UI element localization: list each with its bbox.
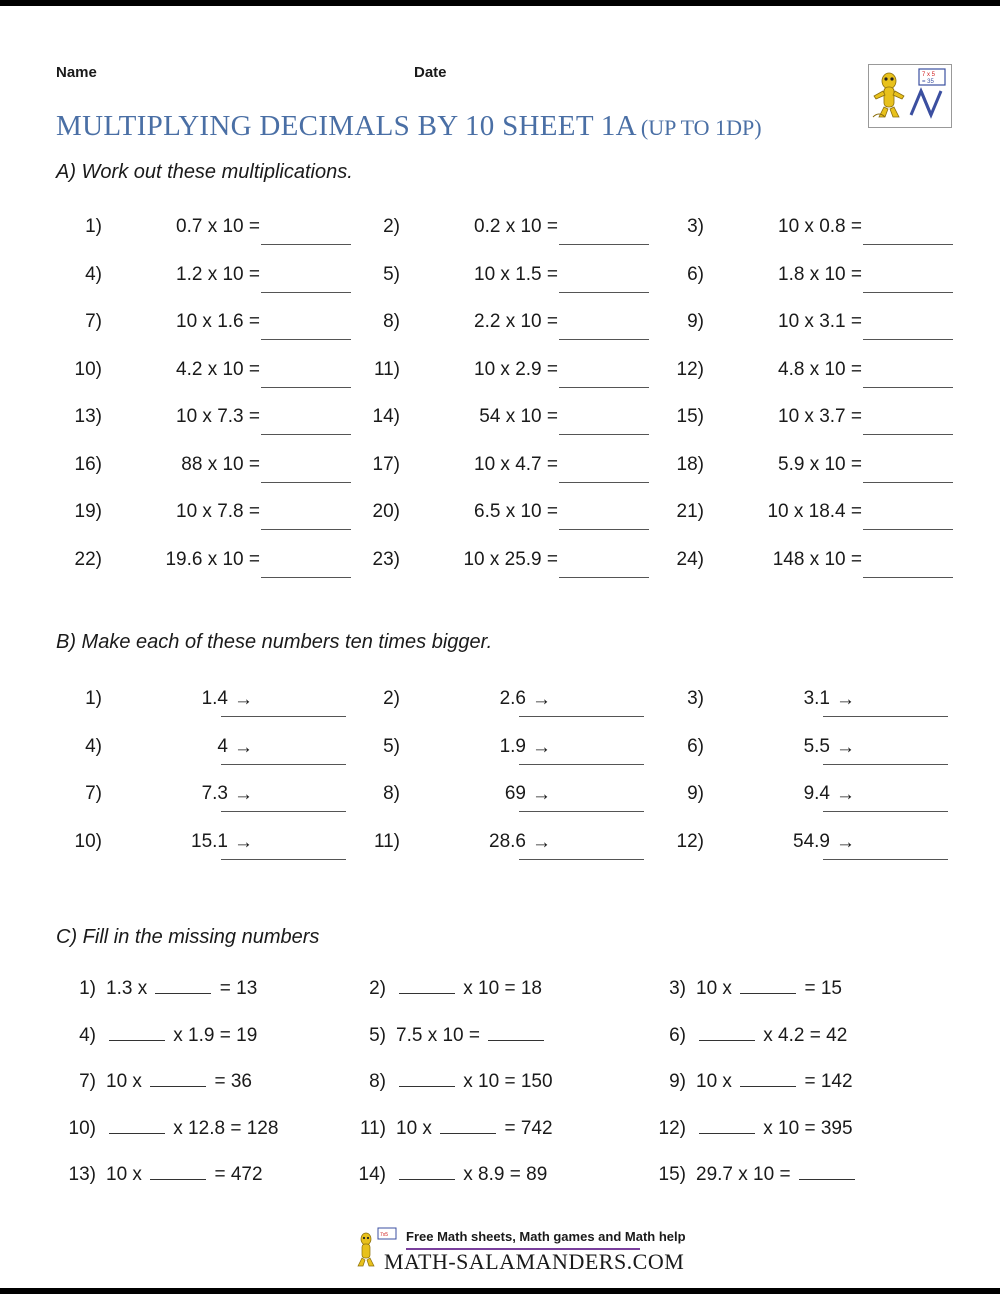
question-expression: 6.5 x 10 = bbox=[474, 501, 558, 522]
question-item bbox=[658, 454, 958, 494]
expression-prefix: 29.7 x 10 = bbox=[696, 1164, 796, 1185]
answer-blank[interactable] bbox=[221, 716, 346, 717]
question-number: 6) bbox=[687, 735, 704, 757]
question-expression bbox=[696, 1164, 858, 1186]
question-expression bbox=[396, 1071, 553, 1093]
question-item bbox=[354, 736, 654, 776]
section-c-heading: C) Fill in the missing numbers bbox=[56, 926, 320, 948]
answer-blank[interactable] bbox=[863, 339, 953, 340]
question-number: 5) bbox=[369, 1024, 386, 1046]
question-item bbox=[658, 783, 958, 823]
section-c-questions bbox=[56, 978, 952, 1208]
question-expression: 5.9 x 10 = bbox=[778, 453, 862, 475]
page-title-main: MULTIPLYING DECIMALS BY 10 SHEET 1A bbox=[56, 110, 637, 142]
question-item bbox=[646, 1118, 946, 1158]
question-number: 3) bbox=[687, 688, 704, 709]
question-number: 15) bbox=[676, 406, 704, 427]
question-expression bbox=[106, 978, 257, 1000]
question-item bbox=[346, 1025, 646, 1065]
question-item bbox=[658, 688, 958, 728]
arrow-right-icon: → bbox=[234, 736, 253, 758]
question-item bbox=[646, 978, 946, 1018]
question-number: 11) bbox=[373, 830, 400, 852]
question-item bbox=[56, 549, 356, 589]
inline-answer-blank[interactable] bbox=[488, 1025, 544, 1041]
question-item bbox=[354, 264, 654, 304]
question-number: 5) bbox=[383, 735, 400, 757]
question-number: 1) bbox=[85, 216, 102, 237]
question-expression bbox=[106, 1071, 252, 1093]
inline-answer-blank[interactable] bbox=[740, 978, 796, 994]
question-expression: 4.2 x 10 = bbox=[176, 358, 260, 380]
question-item bbox=[658, 406, 958, 446]
expression-prefix: 10 x bbox=[106, 1164, 148, 1185]
arrow-right-icon: → bbox=[234, 689, 253, 710]
page-title bbox=[56, 110, 952, 143]
question-item bbox=[646, 1025, 946, 1065]
question-value: 4 bbox=[217, 735, 228, 757]
question-number: 7) bbox=[85, 311, 102, 332]
question-number: 12) bbox=[658, 1117, 686, 1139]
question-expression: 10 x 3.1 = bbox=[778, 311, 862, 332]
question-number: 21) bbox=[676, 501, 704, 522]
question-expression: 10 x 3.7 = bbox=[778, 406, 862, 427]
question-item bbox=[658, 831, 958, 871]
question-item bbox=[658, 736, 958, 776]
section-a-questions bbox=[56, 216, 952, 586]
answer-blank[interactable] bbox=[863, 529, 953, 530]
question-expression: 54 x 10 = bbox=[479, 406, 558, 427]
question-item bbox=[56, 454, 356, 494]
arrow-right-icon: → bbox=[836, 736, 855, 758]
question-item bbox=[56, 688, 356, 728]
expression-suffix: x 10 = 150 bbox=[458, 1071, 553, 1092]
answer-blank[interactable] bbox=[823, 811, 948, 812]
expression-suffix: x 10 = 395 bbox=[758, 1117, 853, 1139]
question-item bbox=[56, 311, 356, 351]
question-item bbox=[658, 216, 958, 256]
question-expression bbox=[106, 1025, 257, 1047]
expression-prefix: 10 x bbox=[696, 1071, 738, 1092]
footer bbox=[56, 1214, 952, 1274]
question-number: 4) bbox=[79, 1024, 96, 1046]
question-item bbox=[56, 736, 356, 776]
answer-blank[interactable] bbox=[559, 387, 649, 388]
arrow-right-icon: → bbox=[234, 784, 253, 805]
arrow-right-icon: → bbox=[836, 689, 855, 710]
question-item bbox=[354, 454, 654, 494]
expression-prefix: 7.5 x 10 = bbox=[396, 1024, 486, 1046]
question-item bbox=[354, 831, 654, 871]
question-value: 1.4 bbox=[201, 688, 228, 709]
question-item bbox=[56, 216, 356, 256]
question-number: 10) bbox=[74, 830, 102, 852]
page-title-sub: (UP TO 1DP) bbox=[640, 115, 762, 140]
inline-answer-blank[interactable] bbox=[155, 978, 211, 994]
question-item bbox=[658, 311, 958, 351]
expression-suffix: x 12.8 = 128 bbox=[168, 1117, 279, 1139]
expression-suffix: x 10 = 18 bbox=[458, 978, 542, 999]
question-expression: 0.7 x 10 = bbox=[176, 216, 260, 237]
question-expression bbox=[396, 1164, 547, 1186]
inline-answer-blank[interactable] bbox=[150, 1164, 206, 1180]
question-item bbox=[658, 264, 958, 304]
question-number: 7) bbox=[79, 1071, 96, 1092]
question-value: 7.3 bbox=[201, 783, 228, 804]
expression-suffix: x 8.9 = 89 bbox=[458, 1164, 548, 1185]
question-item bbox=[56, 1025, 356, 1065]
question-expression bbox=[106, 1118, 278, 1140]
question-item bbox=[354, 688, 654, 728]
question-expression: 10 x 18.4 = bbox=[767, 501, 862, 522]
question-expression: 10 x 7.3 = bbox=[176, 406, 260, 427]
question-item bbox=[56, 978, 356, 1018]
question-value: 15.1 bbox=[191, 830, 228, 852]
question-number: 15) bbox=[658, 1164, 686, 1185]
question-number: 19) bbox=[74, 501, 102, 522]
inline-answer-blank[interactable] bbox=[399, 1071, 455, 1087]
question-number: 3) bbox=[687, 216, 704, 237]
answer-blank[interactable] bbox=[559, 339, 649, 340]
question-number: 13) bbox=[74, 406, 102, 427]
question-number: 24) bbox=[676, 548, 704, 570]
inline-answer-blank[interactable] bbox=[699, 1025, 755, 1041]
question-number: 8) bbox=[369, 1071, 386, 1092]
arrow-right-icon: → bbox=[836, 784, 855, 805]
question-item bbox=[346, 1164, 646, 1204]
inline-answer-blank[interactable] bbox=[799, 1164, 855, 1180]
question-value: 9.4 bbox=[803, 783, 830, 804]
date-label: Date bbox=[414, 64, 447, 81]
question-item bbox=[56, 359, 356, 399]
inline-answer-blank[interactable] bbox=[440, 1118, 496, 1134]
question-number: 11) bbox=[359, 1117, 386, 1139]
inline-answer-blank[interactable] bbox=[699, 1118, 755, 1134]
answer-blank[interactable] bbox=[863, 482, 953, 483]
answer-blank[interactable] bbox=[261, 577, 351, 578]
question-expression: 10 x 1.5 = bbox=[474, 263, 558, 285]
question-expression: 0.2 x 10 = bbox=[474, 216, 558, 237]
question-number: 5) bbox=[383, 263, 400, 285]
question-item bbox=[56, 831, 356, 871]
svg-text:7 x 5: 7 x 5 bbox=[922, 72, 936, 78]
answer-blank[interactable] bbox=[559, 244, 649, 245]
question-number: 11) bbox=[373, 358, 400, 380]
question-number: 8) bbox=[383, 783, 400, 804]
answer-blank[interactable] bbox=[823, 764, 948, 765]
question-expression: 4.8 x 10 = bbox=[778, 358, 862, 380]
expression-suffix: = 15 bbox=[799, 978, 842, 999]
question-number: 4) bbox=[85, 735, 102, 757]
answer-blank[interactable] bbox=[559, 434, 649, 435]
question-number: 2) bbox=[369, 978, 386, 999]
question-item bbox=[354, 406, 654, 446]
question-number: 14) bbox=[372, 406, 400, 427]
svg-text:7x5: 7x5 bbox=[380, 1232, 389, 1238]
question-item bbox=[354, 783, 654, 823]
question-number: 1) bbox=[85, 688, 102, 709]
question-expression bbox=[396, 978, 542, 1000]
question-item bbox=[346, 1071, 646, 1111]
question-item bbox=[56, 406, 356, 446]
answer-blank[interactable] bbox=[221, 811, 346, 812]
question-item bbox=[56, 501, 356, 541]
question-number: 20) bbox=[372, 501, 400, 522]
question-item bbox=[354, 311, 654, 351]
expression-prefix: 1.3 x bbox=[106, 978, 153, 999]
question-expression: 10 x 25.9 = bbox=[463, 548, 558, 570]
question-item bbox=[346, 978, 646, 1018]
question-number: 10) bbox=[68, 1117, 96, 1139]
question-expression: 10 x 2.9 = bbox=[474, 358, 558, 380]
answer-blank[interactable] bbox=[863, 434, 953, 435]
arrow-right-icon: → bbox=[836, 831, 855, 853]
inline-answer-blank[interactable] bbox=[740, 1071, 796, 1087]
question-number: 10) bbox=[74, 358, 102, 380]
question-item bbox=[658, 359, 958, 399]
arrow-right-icon: → bbox=[532, 736, 551, 758]
question-item bbox=[56, 1118, 356, 1158]
question-expression: 88 x 10 = bbox=[181, 453, 260, 475]
question-number: 18) bbox=[676, 453, 704, 475]
question-expression bbox=[696, 1025, 847, 1047]
arrow-right-icon: → bbox=[532, 784, 551, 805]
question-value: 1.9 bbox=[499, 735, 526, 757]
footer-tagline: Free Math sheets, Math games and Math help bbox=[406, 1229, 686, 1244]
question-value: 69 bbox=[504, 783, 526, 804]
question-number: 9) bbox=[669, 1071, 686, 1092]
expression-suffix: x 1.9 = 19 bbox=[168, 1024, 258, 1046]
answer-blank[interactable] bbox=[863, 577, 953, 578]
question-item bbox=[56, 1071, 356, 1111]
inline-answer-blank[interactable] bbox=[109, 1118, 165, 1134]
question-number: 3) bbox=[669, 978, 686, 999]
question-number: 6) bbox=[669, 1024, 686, 1046]
question-item bbox=[658, 549, 958, 589]
section-b-questions bbox=[56, 688, 952, 888]
section-a-heading: A) Work out these multiplications. bbox=[56, 161, 353, 183]
answer-blank[interactable] bbox=[519, 859, 644, 860]
question-expression: 148 x 10 = bbox=[772, 548, 862, 570]
svg-text:= 35: = 35 bbox=[922, 79, 934, 85]
answer-blank[interactable] bbox=[261, 292, 351, 293]
question-number: 7) bbox=[85, 783, 102, 804]
question-item bbox=[56, 783, 356, 823]
question-item bbox=[346, 1118, 646, 1158]
answer-blank[interactable] bbox=[559, 482, 649, 483]
answer-blank[interactable] bbox=[863, 387, 953, 388]
question-item bbox=[56, 264, 356, 304]
answer-blank[interactable] bbox=[519, 811, 644, 812]
question-number: 22) bbox=[74, 548, 102, 570]
question-number: 4) bbox=[85, 263, 102, 285]
question-item bbox=[354, 501, 654, 541]
question-value: 28.6 bbox=[489, 830, 526, 852]
expression-suffix: x 4.2 = 42 bbox=[758, 1024, 848, 1046]
answer-blank[interactable] bbox=[221, 859, 346, 860]
answer-blank[interactable] bbox=[261, 434, 351, 435]
answer-blank[interactable] bbox=[261, 339, 351, 340]
name-label: Name bbox=[56, 64, 97, 81]
answer-blank[interactable] bbox=[823, 716, 948, 717]
question-expression bbox=[696, 978, 842, 1000]
answer-blank[interactable] bbox=[261, 244, 351, 245]
question-number: 13) bbox=[68, 1164, 96, 1185]
question-expression: 10 x 1.6 = bbox=[176, 311, 260, 332]
question-number: 6) bbox=[687, 263, 704, 285]
question-number: 16) bbox=[74, 453, 102, 475]
answer-blank[interactable] bbox=[559, 577, 649, 578]
question-number: 17) bbox=[372, 453, 400, 475]
question-item bbox=[646, 1071, 946, 1111]
question-expression bbox=[106, 1164, 263, 1186]
student-header bbox=[56, 64, 952, 88]
question-expression: 10 x 0.8 = bbox=[778, 216, 862, 237]
question-number: 8) bbox=[383, 311, 400, 332]
section-b-heading: B) Make each of these numbers ten times bigger. bbox=[56, 631, 493, 653]
question-number: 1) bbox=[79, 978, 96, 999]
question-item bbox=[56, 1164, 356, 1204]
question-expression bbox=[696, 1071, 853, 1093]
question-number: 12) bbox=[676, 830, 704, 852]
answer-blank[interactable] bbox=[221, 764, 346, 765]
question-item bbox=[658, 501, 958, 541]
arrow-right-icon: → bbox=[234, 831, 253, 853]
answer-blank[interactable] bbox=[261, 482, 351, 483]
question-value: 54.9 bbox=[793, 830, 830, 852]
answer-blank[interactable] bbox=[863, 292, 953, 293]
expression-suffix: = 13 bbox=[214, 978, 258, 999]
inline-answer-blank[interactable] bbox=[109, 1025, 165, 1041]
expression-suffix: = 36 bbox=[209, 1071, 252, 1092]
expression-suffix: = 472 bbox=[209, 1164, 263, 1185]
question-expression bbox=[396, 1118, 553, 1140]
question-item bbox=[354, 549, 654, 589]
question-number: 2) bbox=[383, 688, 400, 709]
inline-answer-blank[interactable] bbox=[150, 1071, 206, 1087]
question-expression: 1.2 x 10 = bbox=[176, 263, 260, 285]
question-number: 12) bbox=[676, 358, 704, 380]
expression-prefix: 10 x bbox=[106, 1071, 148, 1092]
arrow-right-icon: → bbox=[532, 689, 551, 710]
answer-blank[interactable] bbox=[261, 387, 351, 388]
expression-prefix: 10 x bbox=[696, 978, 738, 999]
question-number: 14) bbox=[358, 1164, 386, 1185]
question-expression: 1.8 x 10 = bbox=[778, 263, 862, 285]
answer-blank[interactable] bbox=[823, 859, 948, 860]
question-expression bbox=[396, 1025, 547, 1047]
answer-blank[interactable] bbox=[519, 764, 644, 765]
question-number: 2) bbox=[383, 216, 400, 237]
question-value: 2.6 bbox=[499, 688, 526, 709]
footer-site: MATH-SALAMANDERS.COM bbox=[384, 1249, 685, 1274]
question-expression: 2.2 x 10 = bbox=[474, 311, 558, 332]
expression-suffix: = 742 bbox=[499, 1117, 553, 1139]
answer-blank[interactable] bbox=[559, 529, 649, 530]
question-item bbox=[646, 1164, 946, 1204]
question-expression: 19.6 x 10 = bbox=[165, 548, 260, 570]
question-expression bbox=[696, 1118, 853, 1140]
question-value: 3.1 bbox=[803, 688, 830, 709]
question-expression: 10 x 4.7 = bbox=[474, 453, 558, 475]
question-item bbox=[354, 359, 654, 399]
question-expression: 10 x 7.8 = bbox=[176, 501, 260, 522]
question-number: 23) bbox=[372, 548, 400, 570]
expression-suffix: = 142 bbox=[799, 1071, 853, 1092]
answer-blank[interactable] bbox=[519, 716, 644, 717]
inline-answer-blank[interactable] bbox=[399, 978, 455, 994]
inline-answer-blank[interactable] bbox=[399, 1164, 455, 1180]
question-number: 9) bbox=[687, 783, 704, 804]
answer-blank[interactable] bbox=[863, 244, 953, 245]
question-value: 5.5 bbox=[803, 735, 830, 757]
arrow-right-icon: → bbox=[532, 831, 551, 853]
answer-blank[interactable] bbox=[261, 529, 351, 530]
question-item bbox=[354, 216, 654, 256]
question-number: 9) bbox=[687, 311, 704, 332]
answer-blank[interactable] bbox=[559, 292, 649, 293]
expression-prefix: 10 x bbox=[396, 1117, 438, 1139]
